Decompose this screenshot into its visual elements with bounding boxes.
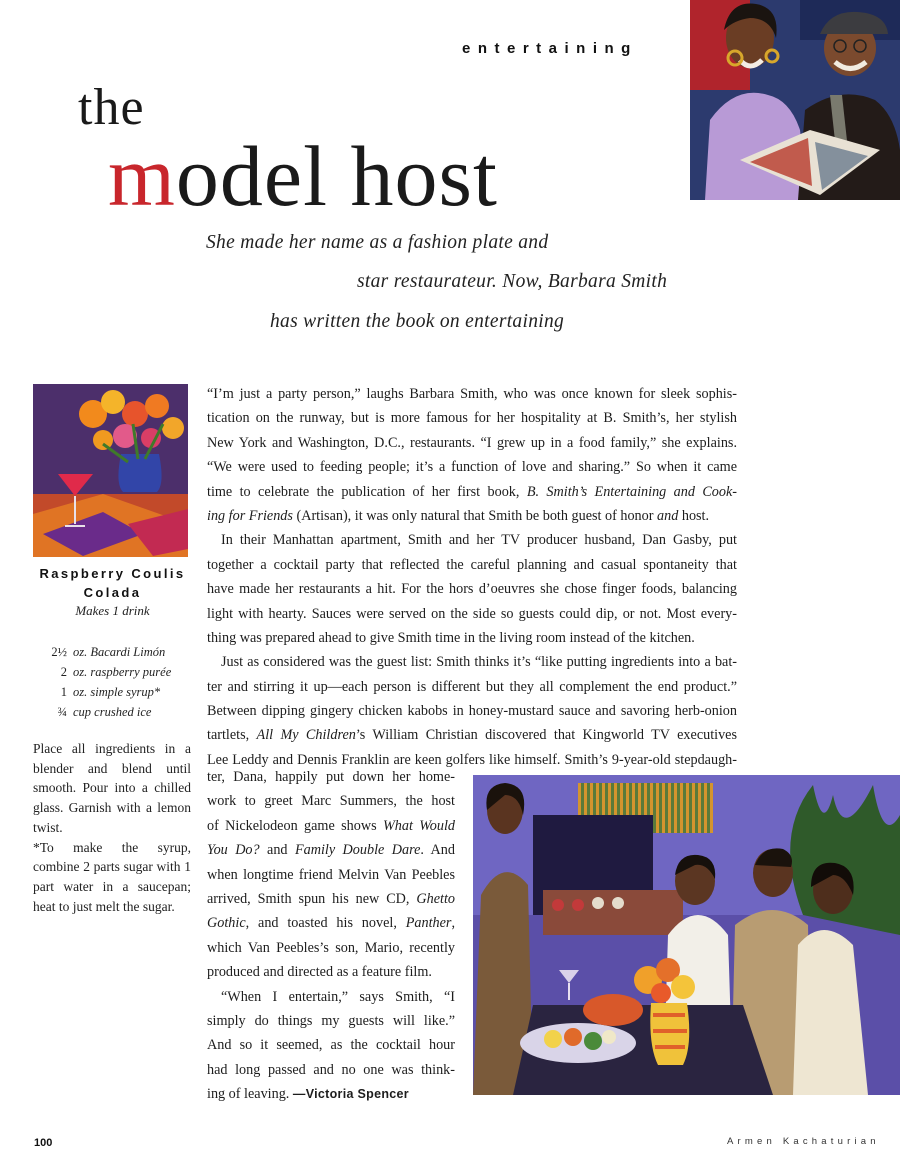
italic-title: All My Children xyxy=(256,727,356,744)
section-tag: entertaining xyxy=(462,40,638,57)
body-text-run: ter, Dana, happily put down her home- xyxy=(207,769,455,785)
body-line xyxy=(207,455,737,479)
ingredient-qty: 2 xyxy=(60,665,67,679)
body-text-run: together a cocktail party that reflected the careful planning and casual spontaneity that xyxy=(207,556,737,573)
italic-title: Gothic xyxy=(207,915,246,932)
body-line xyxy=(207,650,737,674)
body-text-run: and xyxy=(259,842,295,859)
article-body-narrow xyxy=(207,765,455,1106)
article-body-main xyxy=(207,382,737,772)
body-text-run: New York and Washington, D.C., restaurants. “I grew up in a food family,” she explains. xyxy=(207,434,737,451)
body-line xyxy=(207,504,737,528)
body-text-run: , xyxy=(451,915,455,932)
body-line xyxy=(207,480,737,504)
body-text-run: ter and stirring it up—each person is different but they all complement the end product.” xyxy=(207,678,737,695)
body-line xyxy=(207,675,737,699)
ingredient-row xyxy=(28,662,198,682)
body-text-run: had long passed and no one was think- xyxy=(207,1061,455,1078)
body-line xyxy=(207,553,737,577)
ingredient-row xyxy=(28,682,198,702)
headline-the: the xyxy=(78,79,145,136)
page-number: 100 xyxy=(34,1137,53,1149)
body-text-run: produced and directed as a feature film. xyxy=(207,964,432,981)
body-text-run: host. xyxy=(678,507,710,524)
body-text-run: ’s William Christian discovered that Kingworld TV executives xyxy=(355,727,738,744)
body-line xyxy=(207,960,455,984)
ingredient-item: oz. simple syrup* xyxy=(73,685,161,699)
body-text-run: time to celebrate the publication of her first book, xyxy=(207,483,527,500)
italic-title: You Do? xyxy=(207,842,260,859)
body-line xyxy=(207,985,455,1009)
ingredient-qty: 1 xyxy=(60,685,67,699)
recipe-title xyxy=(20,564,205,602)
body-line xyxy=(207,814,455,838)
italic-title: Ghetto xyxy=(416,890,455,907)
italic-title: What Would xyxy=(382,817,455,834)
deck-line-1: She made her name as a fashion plate and xyxy=(206,232,549,253)
recipe-method xyxy=(33,739,191,916)
body-line xyxy=(207,936,455,960)
byline: —Victoria Spencer xyxy=(292,1087,409,1102)
body-line xyxy=(207,911,455,935)
body-line xyxy=(207,406,737,430)
body-line xyxy=(207,577,737,601)
headline-accent-letter: m xyxy=(108,128,176,224)
photo-credit: Armen Kachaturian xyxy=(727,1136,880,1147)
body-text-run: of Nickelodeon game shows xyxy=(207,817,383,834)
body-line xyxy=(207,1009,455,1033)
body-text-run: “We were used to feeding people; it’s a function of love and sharing.” So when it came xyxy=(207,459,737,476)
body-text-run: “I’m just a party person,” laughs Barbara Smith, who was once known for sleek sophis- xyxy=(207,386,737,402)
body-text-run: have made her restaurants a hit. For the hors d’oeuvres she chose finger foods, balancing xyxy=(207,581,737,598)
body-line xyxy=(207,528,737,552)
body-text-run: In their Manhattan apartment, Smith and her TV producer husband, Dan Gasby, put xyxy=(221,532,737,549)
body-text-run: “When I entertain,” says Smith, “I xyxy=(221,988,455,1005)
ingredient-item: oz. raspberry purée xyxy=(73,665,172,679)
photo-couple-reading xyxy=(690,0,900,200)
italic-title: B. Smith’s Entertaining and Cook- xyxy=(526,483,738,500)
body-line xyxy=(207,863,455,887)
body-line xyxy=(207,1058,455,1082)
body-text-run: , and toasted his novel, xyxy=(245,915,406,932)
body-text-run: . And xyxy=(420,842,455,859)
body-text-run: thing was prepared ahead to give Smith time in the living room instead of the kitchen. xyxy=(207,629,695,646)
body-text-run: ing of leaving. xyxy=(207,1086,293,1103)
recipe-title-line-2: Colada xyxy=(83,585,142,600)
body-line xyxy=(207,602,737,626)
ingredient-item: cup crushed ice xyxy=(73,705,152,719)
recipe-title-line-1: Raspberry Coulis xyxy=(39,566,186,581)
deck-line-2: star restaurateur. Now, Barbara Smith xyxy=(357,271,668,292)
body-line xyxy=(207,789,455,813)
headline-rest: odel host xyxy=(175,128,498,224)
headline-main xyxy=(108,128,498,224)
ingredient-list xyxy=(28,642,198,722)
italic-title: Family Double Dare xyxy=(294,842,421,859)
body-line xyxy=(207,1033,455,1057)
photo-cocktail-flowers xyxy=(33,384,188,557)
body-line xyxy=(207,431,737,455)
body-text-run: And so it seemed, as the cocktail hour xyxy=(207,1037,455,1054)
body-line xyxy=(207,1082,455,1106)
body-text-run: which Van Peebles’s son, Mario, recently xyxy=(207,939,455,956)
body-text-run: light with hearty. Sauces were served on the side so guests could dip, or not. Most every- xyxy=(207,605,737,622)
recipe-syrup-note: *To make the syrup, combine 2 parts sugar with 1 part water in a saucepan; heat to just melt the sugar. xyxy=(33,839,191,914)
body-text-run: Between dipping gingery chicken kabobs in honey-mustard sauce and savoring herb-onion xyxy=(207,703,737,720)
body-line xyxy=(207,626,737,650)
body-text-run: Just as considered was the guest list: Smith thinks it’s “like putting ingredients into a bat- xyxy=(221,654,737,671)
ingredient-qty: 2½ xyxy=(51,645,67,659)
body-text-run: tartlets, xyxy=(207,727,257,744)
recipe-yield: Makes 1 drink xyxy=(75,603,150,618)
body-text-run: work to greet Marc Summers, the host xyxy=(207,793,455,810)
photo-cocktail-party xyxy=(473,775,900,1095)
italic-title: ing for Friends xyxy=(207,507,293,524)
recipe-instructions: Place all ingredients in a blender and blend until smooth. Pour into a chilled glass. Garnish with a lemon twist. xyxy=(33,741,191,835)
body-text-run: Lee Leddy and Dennis Franklin are keen golfers like himself. Smith’s 9-year-old stepdaugh- xyxy=(207,751,737,768)
body-line xyxy=(207,382,737,406)
ingredient-qty: ¾ xyxy=(57,705,67,719)
body-text-run: when longtime friend Melvin Van Peebles xyxy=(207,866,455,883)
body-text-run: arrived, Smith spun his new CD, xyxy=(207,890,417,907)
body-line xyxy=(207,838,455,862)
body-line xyxy=(207,723,737,747)
body-text-run: tication on the runway, but is more famous for her hospitality at B. Smith’s, her stylish xyxy=(207,410,737,427)
ingredient-row xyxy=(28,642,198,662)
body-line xyxy=(207,887,455,911)
ingredient-item: oz. Bacardi Limón xyxy=(73,645,166,659)
ingredient-row xyxy=(28,702,198,722)
body-text-run: (Artisan), it was only natural that Smith be both guest of honor xyxy=(292,507,658,524)
body-text-run: simply do things my guests will like.” xyxy=(207,1012,455,1029)
deck-line-3: has written the book on entertaining xyxy=(270,311,565,332)
italic-title: and xyxy=(657,507,679,524)
body-line xyxy=(207,699,737,723)
body-line xyxy=(207,765,455,789)
italic-title: Panther xyxy=(405,915,452,932)
